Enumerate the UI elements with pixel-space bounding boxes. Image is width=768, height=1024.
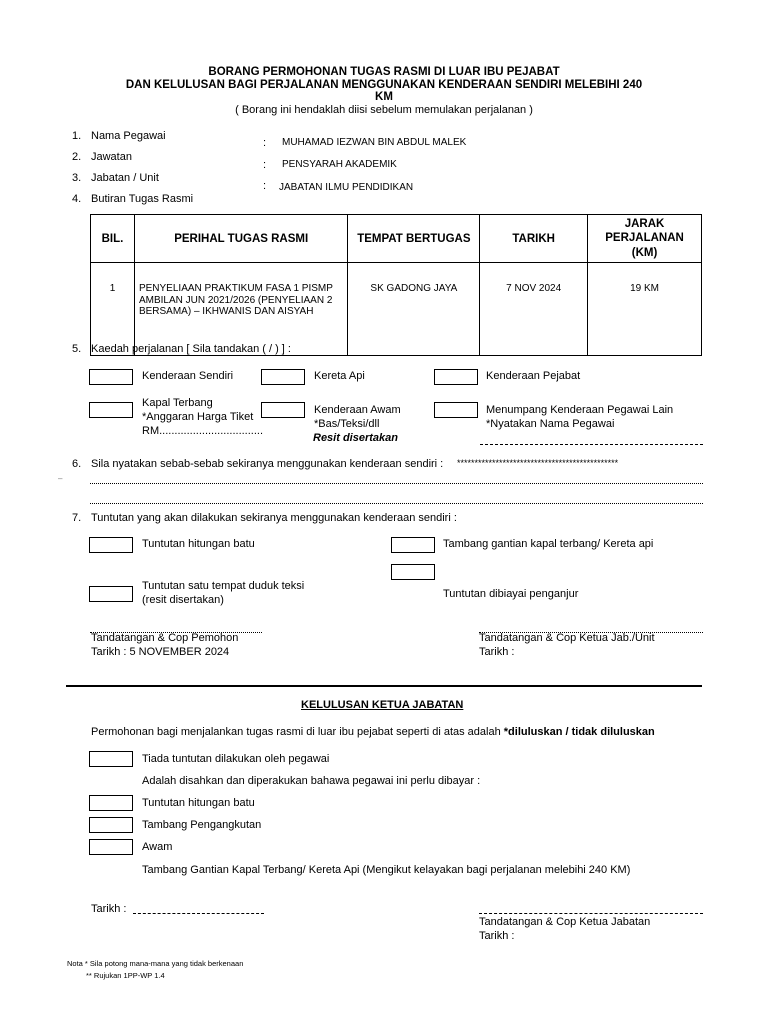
ketua-jabatan-signature-label: Tandatangan & Cop Ketua Jabatan bbox=[479, 916, 651, 928]
margin-mark: – bbox=[58, 474, 63, 483]
cell-bil[interactable]: 1 bbox=[91, 263, 135, 356]
section-number: 7. bbox=[72, 512, 82, 524]
approval-decision[interactable]: *diluluskan / tidak diluluskan bbox=[503, 726, 655, 738]
ketua-jabatan-date: Tarikh : bbox=[479, 930, 515, 942]
colon: : bbox=[263, 180, 267, 192]
checkbox-approval-hitungan-batu[interactable] bbox=[89, 795, 133, 811]
note-line-2: ** Rujukan 1PP-WP 1.4 bbox=[86, 971, 165, 980]
ketua-unit-signature-label: Tandatangan & Cop Ketua Jab./Unit bbox=[479, 632, 655, 644]
colon: : bbox=[263, 159, 267, 171]
table-header-row bbox=[91, 215, 702, 263]
table-row bbox=[91, 263, 702, 356]
approval-disahkan-text: Adalah disahkan dan diperakukan bahawa pegawai ini perlu dibayar : bbox=[142, 775, 481, 787]
checkbox-teksi[interactable] bbox=[89, 586, 133, 602]
field-number: 2. bbox=[72, 151, 82, 163]
field-value-nama[interactable]: MUHAMAD IEZWAN BIN ABDUL MALEK bbox=[282, 137, 467, 148]
form-title-line2: DAN KELULUSAN BAGI PERJALANAN MENGGUNAKAN KENDERAAN SENDIRI MELEBIHI 240 bbox=[125, 79, 643, 91]
option-menumpang: Menumpang Kenderaan Pegawai Lain bbox=[486, 404, 674, 416]
option-kapal-rm[interactable]: RM.................................. bbox=[142, 425, 264, 437]
section-number: 5. bbox=[72, 343, 82, 355]
approval-statement bbox=[91, 726, 655, 738]
option-teksi: Tuntutan satu tempat duduk teksi bbox=[142, 580, 305, 592]
section7-label: Tuntutan yang akan dilakukan sekiranya menggunakan kenderaan sendiri : bbox=[91, 512, 457, 524]
approval-statement-text: Permohonan bagi menjalankan tugas rasmi di luar ibu pejabat seperti di atas adalah bbox=[91, 726, 504, 738]
option-hitungan-batu: Tuntutan hitungan batu bbox=[142, 538, 255, 550]
option-awam: Awam bbox=[142, 841, 173, 853]
checkbox-kenderaan-sendiri[interactable] bbox=[89, 369, 133, 385]
section5-label: Kaedah perjalanan [ Sila tandakan ( / ) ] : bbox=[91, 343, 291, 355]
field-number: 3. bbox=[72, 172, 82, 184]
field-number: 1. bbox=[72, 130, 82, 142]
checkbox-tambang-gantian[interactable] bbox=[391, 537, 435, 553]
checkbox-hitungan-batu[interactable] bbox=[89, 537, 133, 553]
option-dibiayai-penganjur: Tuntutan dibiayai penganjur bbox=[443, 588, 579, 600]
section6-stars: ********************************************** bbox=[457, 458, 619, 468]
section-divider bbox=[66, 685, 702, 687]
option-awam-resit: Resit disertakan bbox=[313, 432, 398, 444]
cell-tempat[interactable]: SK GADONG JAYA bbox=[348, 263, 480, 356]
option-kapal-anggaran: *Anggaran Harga Tiket bbox=[142, 411, 254, 423]
ketua-jabatan-signature-line[interactable] bbox=[479, 913, 703, 914]
checkbox-kapal-terbang[interactable] bbox=[89, 402, 133, 418]
checkbox-awam[interactable] bbox=[89, 839, 133, 855]
header-tarikh: TARIKH bbox=[480, 215, 588, 263]
option-kenderaan-pejabat: Kenderaan Pejabat bbox=[486, 370, 581, 382]
field-label-jawatan: Jawatan bbox=[91, 151, 132, 163]
reason-line-2[interactable] bbox=[90, 503, 703, 504]
section6-label: Sila nyatakan sebab-sebab sekiranya menggunakan kenderaan sendiri : bbox=[91, 458, 444, 470]
option-kapal-terbang: Kapal Terbang bbox=[142, 397, 213, 409]
form-subtitle: ( Borang ini hendaklah diisi sebelum memulakan perjalanan ) bbox=[235, 104, 533, 116]
option-tiada-tuntutan: Tiada tuntutan dilakukan oleh pegawai bbox=[142, 753, 330, 765]
cell-tarikh[interactable]: 7 NOV 2024 bbox=[480, 263, 588, 356]
duty-table bbox=[90, 214, 702, 356]
section-number: 6. bbox=[72, 458, 82, 470]
note-line-1: Nota * Sila potong mana-mana yang tidak berkenaan bbox=[67, 959, 244, 968]
option-kenderaan-awam: Kenderaan Awam bbox=[314, 404, 401, 416]
form-title-line3: KM bbox=[375, 91, 393, 103]
checkbox-dibiayai-penganjur[interactable] bbox=[391, 564, 435, 580]
menumpang-name-line[interactable] bbox=[480, 444, 703, 445]
checkbox-kereta-api[interactable] bbox=[261, 369, 305, 385]
field-number: 4. bbox=[72, 193, 82, 205]
pemohon-date: Tarikh : 5 NOVEMBER 2024 bbox=[91, 646, 230, 658]
field-label-jabatan: Jabatan / Unit bbox=[91, 172, 159, 184]
approval-tambang-gantian-text: Tambang Gantian Kapal Terbang/ Kereta Api (Mengikut kelayakan bagi perjalanan melebihi 240 KM) bbox=[142, 864, 631, 876]
header-bil: BIL. bbox=[91, 215, 135, 263]
checkbox-tiada-tuntutan[interactable] bbox=[89, 751, 133, 767]
field-value-jawatan[interactable]: PENSYARAH AKADEMIK bbox=[282, 159, 397, 170]
checkbox-tambang-pengangkutan[interactable] bbox=[89, 817, 133, 833]
header-tempat: TEMPAT BERTUGAS bbox=[348, 215, 480, 263]
checkbox-menumpang[interactable] bbox=[434, 402, 478, 418]
option-awam-bas: *Bas/Teksi/dll bbox=[314, 418, 380, 430]
field-label-nama: Nama Pegawai bbox=[91, 130, 166, 142]
checkbox-kenderaan-awam[interactable] bbox=[261, 402, 305, 418]
approval-title: KELULUSAN KETUA JABATAN bbox=[301, 699, 464, 711]
cell-jarak[interactable]: 19 KM bbox=[588, 263, 702, 356]
field-value-jabatan[interactable]: JABATAN ILMU PENDIDIKAN bbox=[279, 182, 414, 193]
approval-tarikh-line[interactable] bbox=[133, 913, 264, 914]
option-kereta-api: Kereta Api bbox=[314, 370, 365, 382]
approval-tarikh-label: Tarikh : bbox=[91, 903, 127, 915]
cell-perihal[interactable]: PENYELIAAN PRAKTIKUM FASA 1 PISMP AMBILAN JUN 2021/2026 (PENYELIAAN 2 BERSAMA) – IKHWANIS DAN AISYAH bbox=[134, 263, 348, 356]
field-label-butiran: Butiran Tugas Rasmi bbox=[91, 193, 194, 205]
reason-line-1[interactable] bbox=[90, 483, 703, 484]
header-jarak: JARAK PERJALANAN (KM) bbox=[588, 215, 702, 263]
ketua-unit-date: Tarikh : bbox=[479, 646, 515, 658]
option-approval-hitungan-batu: Tuntutan hitungan batu bbox=[142, 797, 255, 809]
form-title-line1: BORANG PERMOHONAN TUGAS RASMI DI LUAR IBU PEJABAT bbox=[208, 66, 560, 78]
checkbox-kenderaan-pejabat[interactable] bbox=[434, 369, 478, 385]
option-tambang-gantian: Tambang gantian kapal terbang/ Kereta api bbox=[443, 538, 654, 550]
pemohon-signature-label: Tandatangan & Cop Pemohon bbox=[91, 632, 239, 644]
header-perihal: PERIHAL TUGAS RASMI bbox=[134, 215, 348, 263]
option-nyatakan-nama: *Nyatakan Nama Pegawai bbox=[486, 418, 615, 430]
option-kenderaan-sendiri: Kenderaan Sendiri bbox=[142, 370, 234, 382]
colon: : bbox=[263, 137, 267, 149]
option-teksi-resit: (resit disertakan) bbox=[142, 594, 224, 606]
option-tambang-pengangkutan: Tambang Pengangkutan bbox=[142, 819, 262, 831]
